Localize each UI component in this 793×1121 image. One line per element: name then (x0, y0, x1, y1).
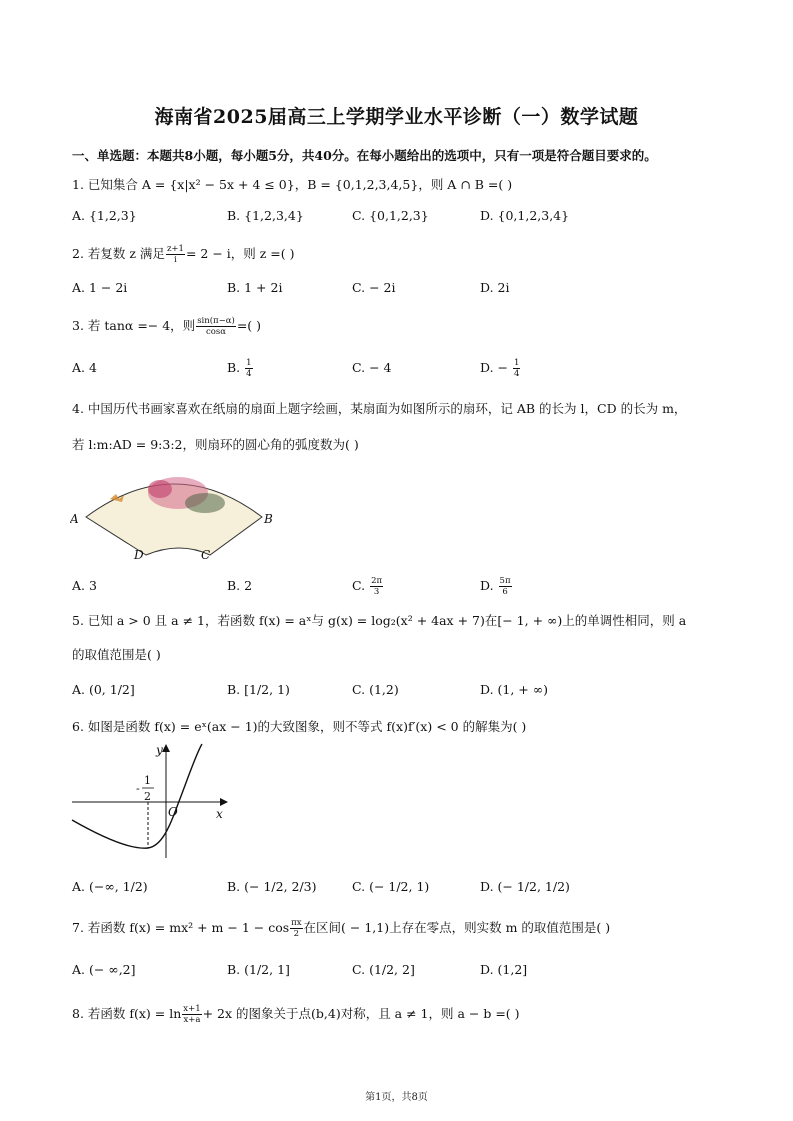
option-d: D. (− 1/2, 1/2) (480, 879, 570, 894)
option-b: B. (− 1/2, 2/3) (227, 879, 317, 894)
option-d: D. {0,1,2,3,4} (480, 208, 570, 223)
half-num-label: 1 (144, 774, 151, 787)
option-c: C. $\frac{2\pi}{3}$ (352, 576, 383, 597)
question-5-line-2: 的取值范围是( ) (72, 647, 161, 662)
option-d: D. − $\frac{1}{4}$ (480, 358, 520, 379)
x-axis-arrow-icon (220, 798, 228, 806)
option-b: B. $\frac{1}{4}$ (227, 358, 252, 379)
option-c: C. − 2i (352, 280, 396, 295)
fraction: $\frac{\pi x}{2}$ (291, 918, 302, 939)
question-4-line-1: 4. 中国历代书画家喜欢在纸扇的扇面上题字绘画，某扇面为如图所示的扇环，记 AB 的长为 l，CD 的长为 m， (72, 401, 687, 416)
option-a: A. (0, 1/2] (72, 682, 135, 697)
fraction: $\frac{\sin(\pi-\alpha)}{\cos\alpha}$ (197, 316, 235, 337)
option-d: D. (1,2] (480, 962, 528, 977)
fraction: $\frac{x+1}{x+a}$ (183, 1004, 201, 1025)
option-a: A. {1,2,3} (72, 208, 137, 223)
option-a: A. 4 (72, 360, 97, 375)
question-6-options (72, 877, 732, 897)
option-c: C. (1,2) (352, 682, 399, 697)
fig-label-c: C (201, 548, 211, 562)
question-6-stem: 6. 如图是函数 f(x) = eˣ(ax − 1)的大致图象，则不等式 f(x)f′(x) < 0 的解集为( ) (72, 719, 527, 734)
question-2-stem: 2. 若复数 z 满足 $\frac{z+1}{i}$ = 2 − i，则 z =( ) (72, 244, 295, 265)
page-title: 海南省2025届高三上学期学业水平诊断（一）数学试题 (154, 106, 639, 128)
option-b: B. 2 (227, 578, 253, 593)
option-c: C. (1/2, 2] (352, 962, 415, 977)
question-7-stem: 7. 若函数 f(x) = mx² + m − 1 − cos $\frac{\pi x}{2}$ 在区间( − 1,1)上存在零点，则实数 m 的取值范围是( ) (72, 918, 611, 939)
option-c: C. (− 1/2, 1) (352, 879, 430, 894)
option-c: C. − 4 (352, 360, 392, 375)
half-den-label: 2 (144, 790, 151, 803)
option-a: A. 3 (72, 578, 97, 593)
origin-label: O (168, 805, 178, 819)
question-4-line-2: 若 l:m:AD = 9:3:2，则扇环的圆心角的弧度数为( ) (72, 437, 359, 452)
option-b: B. 1 + 2i (227, 280, 283, 295)
option-d: D. $\frac{5\pi}{6}$ (480, 576, 511, 597)
option-d: D. (1, + ∞) (480, 682, 549, 697)
y-axis-label: y (156, 743, 163, 757)
option-a: A. 1 − 2i (72, 280, 128, 295)
page-footer: 第1页，共8页 (365, 1092, 428, 1103)
question-2-options (72, 278, 732, 298)
function-graph-figure (70, 742, 240, 862)
question-8-stem: 8. 若函数 f(x) = ln $\frac{x+1}{x+a}$ + 2x 的图象关于点(b,4)对称，且 a ≠ 1，则 a − b =( ) (72, 1004, 520, 1025)
option-a: A. (−∞, 1/2) (72, 879, 148, 894)
question-1-stem: 1. 已知集合 A = {x|x² − 5x + 4 ≤ 0}，B = {0,1,2,3,4,5}，则 A ∩ B =( ) (72, 177, 513, 192)
fig-label-a: A (70, 512, 79, 526)
question-3-stem: 3. 若 tanα =− 4，则 $\frac{\sin(\pi-\alpha)}{\cos\alpha}$ =( ) (72, 316, 262, 337)
fan-ring-figure (70, 465, 300, 565)
section-heading: 一、单选题：本题共8小题，每小题5分，共40分。在每小题给出的选项中，只有一项是符合题目要求的。 (72, 148, 657, 163)
neg-sign-label: - (136, 782, 140, 795)
x-axis-label: x (216, 807, 223, 821)
question-3-options (72, 358, 732, 378)
question-5-line-1: 5. 已知 a > 0 且 a ≠ 1，若函数 f(x) = aˣ与 g(x) = log₂(x² + 4ax + 7)在[− 1, + ∞)上的单调性相同，则 a (72, 613, 687, 628)
question-1-options (72, 206, 732, 226)
fig-label-d: D (134, 548, 144, 562)
fraction: $\frac{z+1}{i}$ (166, 244, 184, 265)
function-curve (72, 744, 202, 848)
option-c: C. {0,1,2,3} (352, 208, 429, 223)
question-5-options (72, 680, 732, 700)
option-b: B. [1/2, 1) (227, 682, 290, 697)
option-a: A. (− ∞,2] (72, 962, 136, 977)
option-b: B. {1,2,3,4} (227, 208, 304, 223)
question-4-options (72, 576, 732, 596)
question-7-options (72, 960, 732, 980)
option-d: D. 2i (480, 280, 510, 295)
y-axis-arrow-icon (162, 744, 170, 752)
fig-label-b: B (264, 512, 273, 526)
option-b: B. (1/2, 1] (227, 962, 290, 977)
